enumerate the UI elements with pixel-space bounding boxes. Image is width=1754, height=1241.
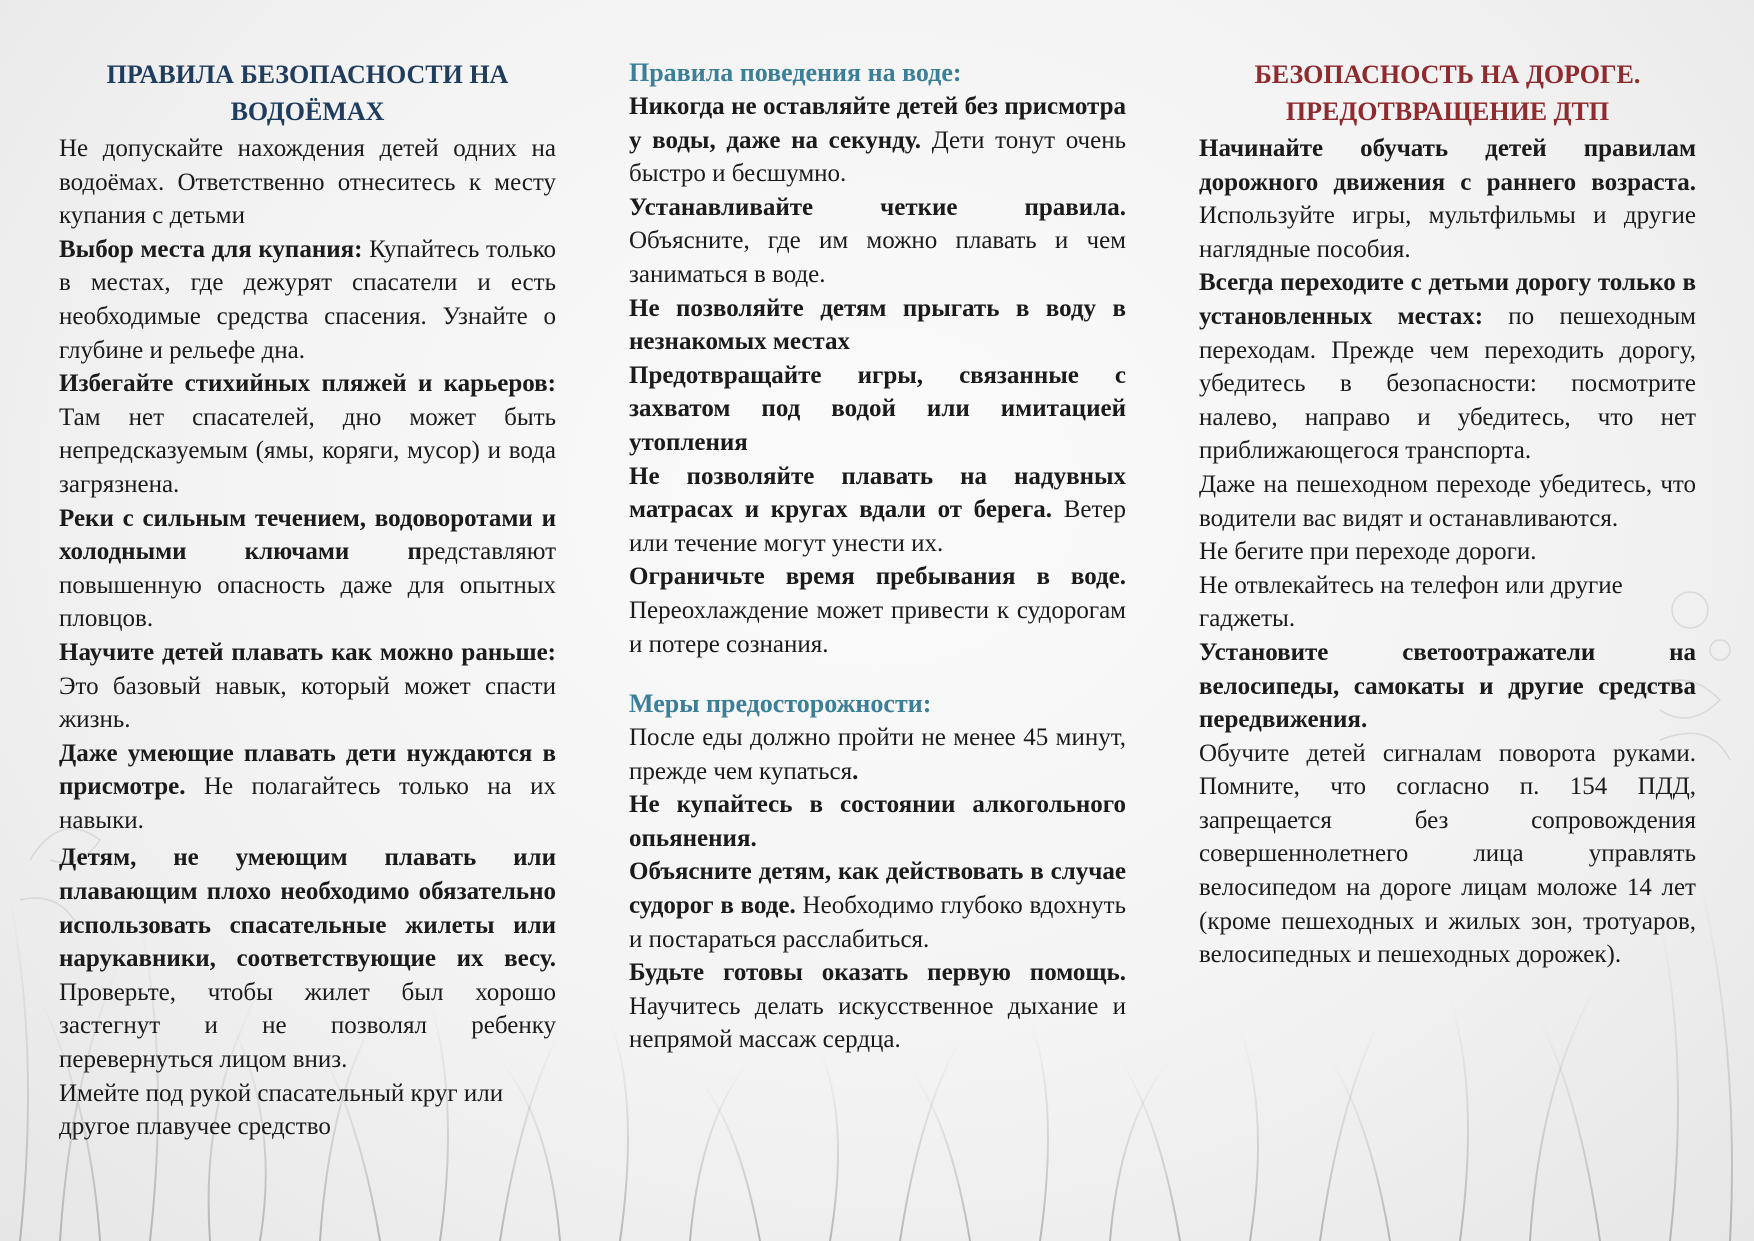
title-line-2: ВОДОЁМАХ <box>230 97 385 126</box>
paragraph: Даже на пешеходном переходе убедитесь, что водители вас видят и останавливаются. <box>1199 470 1696 532</box>
section-heading-precautions: Меры предосторожности: <box>629 689 932 719</box>
paragraph: Реки с сильным течением, водоворотами и холодными ключами представляют повышенную опасность даже для опытных пловцов. <box>59 504 556 633</box>
column-road-safety <box>1199 56 1696 972</box>
paragraph: Научите детей плавать как можно раньше: Это базовый навык, который может спасти жизнь. <box>59 638 556 734</box>
paragraph: Предотвращайте игры, связанные с захватом под водой или имитацией утопления <box>629 361 1126 456</box>
paragraph: Будьте готовы оказать первую помощь. Научитесь делать искусственное дыхание и непрямой массаж сердца. <box>629 959 1126 1054</box>
column-water-safety-rules <box>59 56 556 1144</box>
paragraph: Начинайте обучать детей правилам дорожного движения с раннего возраста. Используйте игры, мультфильмы и другие наглядные пособия. <box>1199 135 1696 263</box>
section-heading-behavior: Правила поведения на воде: <box>629 58 962 87</box>
paragraph: Имейте под рукой спасательный круг или другое плавучее средство <box>59 1079 504 1141</box>
column-title <box>59 56 556 130</box>
column-title <box>1199 56 1696 130</box>
paragraph: Объясните детям, как действовать в случае судорог в воде. Необходимо глубоко вдохнуть и постараться расслабиться. <box>629 858 1126 953</box>
paragraph: Не бегите при переходе дороги. <box>1199 538 1537 566</box>
paragraph: Не позволяйте детям прыгать в воду в незнакомых местах <box>629 294 1126 356</box>
paragraph: Установите светоотражатели на велосипеды, самокаты и другие средства передвижения. <box>1199 638 1696 734</box>
title-line-1: БЕЗОПАСНОСТЬ НА ДОРОГЕ. <box>1254 60 1641 89</box>
paragraph: Детям, не умеющим плавать или плавающим плохо необходимо обязательно использовать спасательные жилеты или нарукавники, соответствующие их весу. Проверьте, чтобы жилет был хорошо застегнут и не позволял ребенку перевернуться лицом вниз. <box>59 844 556 1074</box>
paragraph: Даже умеющие плавать дети нуждаются в присмотре. Не полагайтесь только на их навыки. <box>59 739 556 834</box>
paragraph: Избегайте стихийных пляжей и карьеров: Там нет спасателей, дно может быть непредсказуемым (ямы, коряги, мусор) и вода загрязнена. <box>59 370 556 498</box>
paragraph: После еды должно пройти не менее 45 минут, прежде чем купаться. <box>629 724 1126 785</box>
paragraph: Не позволяйте плавать на надувных матрасах и кругах вдали от берега. Ветер или течение могут унести их. <box>629 462 1126 557</box>
title-line-2: ПРЕДОТВРАЩЕНИЕ ДТП <box>1285 97 1610 126</box>
paragraph: Не отвлекайтесь на телефон или другие гаджеты. <box>1199 571 1623 633</box>
paragraph: Никогда не оставляйте детей без присмотра у воды, даже на секунду. Дети тонут очень быстро и бесшумно. <box>629 93 1126 188</box>
paragraph: Обучите детей сигналам поворота руками. Помните, что согласно п. 154 ПДД, запрещается без сопровождения совершеннолетнего лица управлять велосипедом на дороге лицам моложе 14 лет (кроме пешеходных и жилых зон, тротуаров, велосипедных и пешеходных дорожек). <box>1199 739 1696 969</box>
paragraph: Не допускайте нахождения детей одних на водоёмах. Ответственно отнеситесь к месту купания с детьми <box>59 135 556 230</box>
paragraph: Устанавливайте четкие правила. Объясните, где им можно плавать и чем заниматься в воде. <box>629 193 1126 288</box>
title-line-1: ПРАВИЛА БЕЗОПАСНОСТИ НА <box>106 60 509 89</box>
paragraph: Выбор места для купания: Купайтесь только в местах, где дежурят спасатели и есть необходимые средства спасения. Узнайте о глубине и рельефе дна. <box>59 235 556 364</box>
paragraph: Ограничьте время пребывания в воде. Переохлаждение может привести к судорогам и потере сознания. <box>629 563 1126 658</box>
column-behavior-on-water <box>629 56 1126 1057</box>
paragraph: Всегда переходите с детьми дорогу только в установленных местах: по пешеходным переходам. Прежде чем переходить дорогу, убедитесь в безопасности: посмотрите налево, направо и убедитесь, что нет приближающегося транспорта. <box>1199 269 1696 465</box>
paragraph: Не купайтесь в состоянии алкогольного опьянения. <box>629 791 1126 852</box>
